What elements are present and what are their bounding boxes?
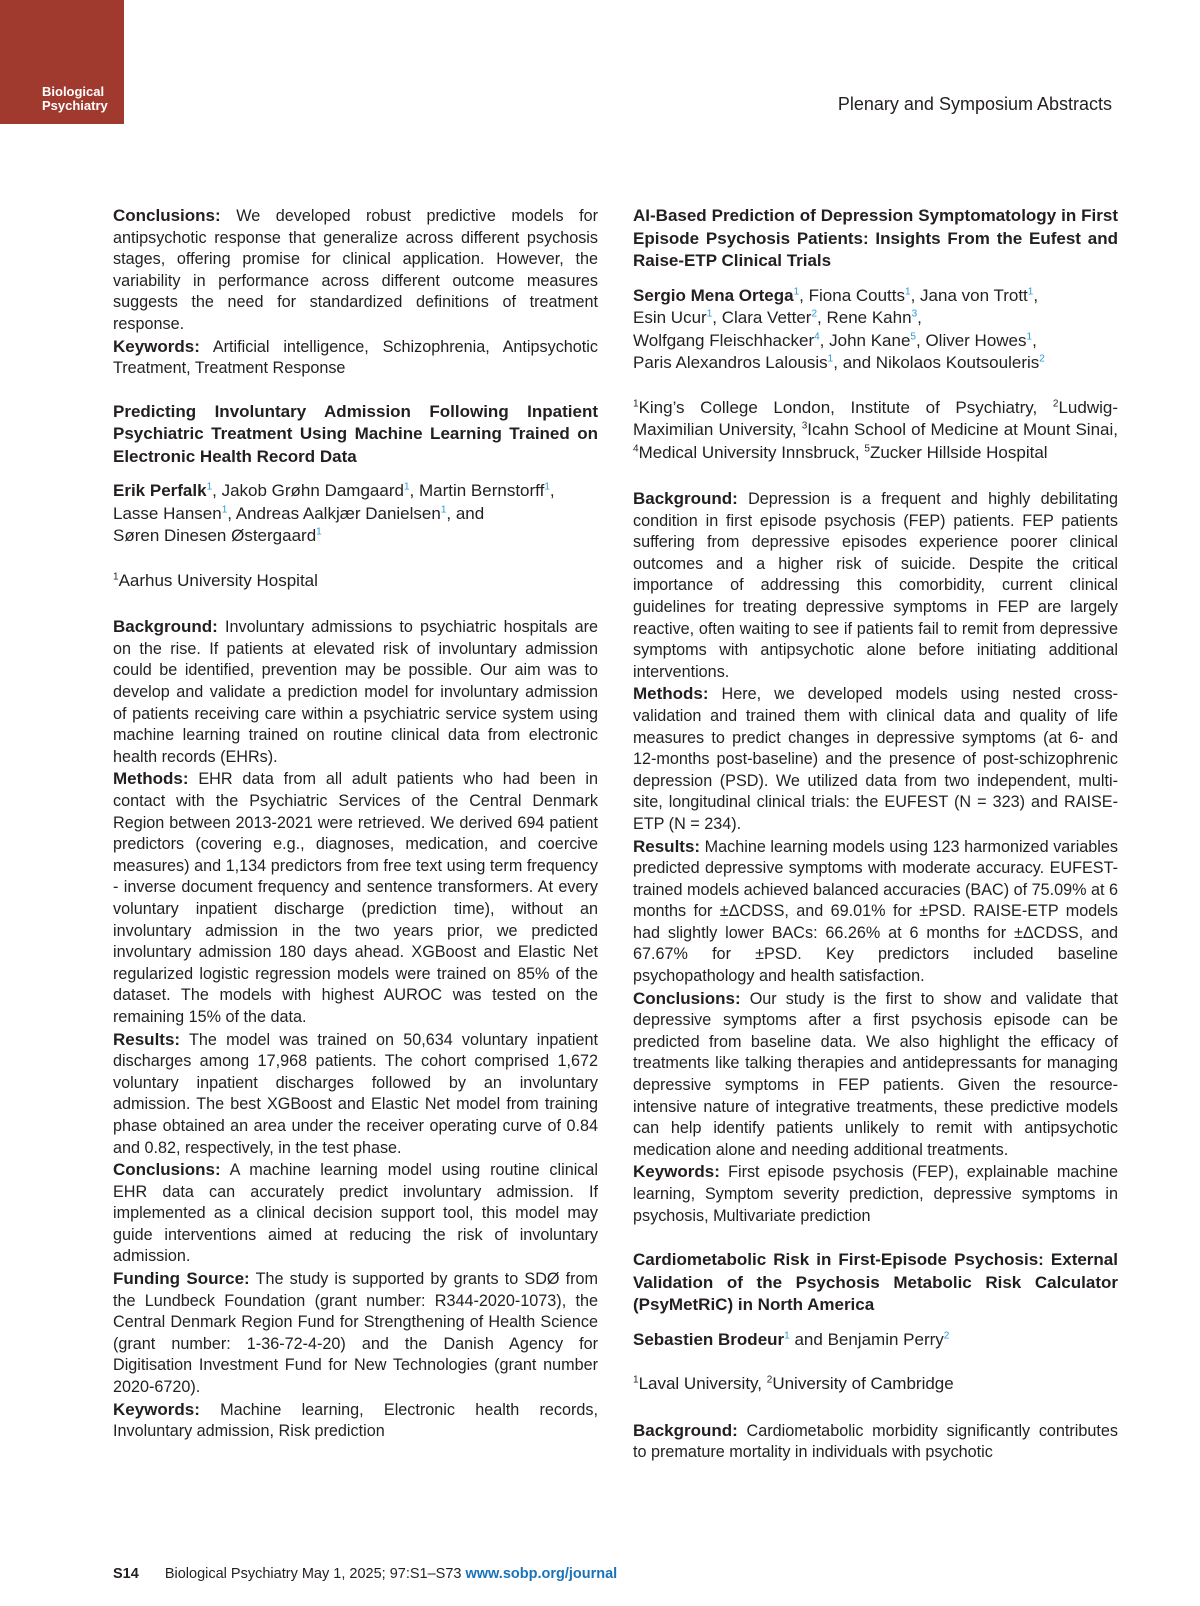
affiliations: $^1$Laval University, $^2$University of Cambridge — [633, 1374, 954, 1394]
article-title-cardiometabolic-risk: Cardiometabolic Risk in First-Episode Psychosis: External Validation of the Psychosis Metabolic Risk Calculator (PsyMetRiC) in North America — [633, 1250, 1118, 1315]
methods-section: Methods: EHR data from all adult patients who had been in contact with the Psychiatric Services of the Central Denmark Region between 2013-2021 were retrieved. We derived 694 patient predictors (covering e.g., diagnoses, medication, and coercive measures) and 1,134 predictors from free text using term frequency - inverse document frequency and sentence transformers. At every voluntary inpatient discharge (prediction time), without an involuntary admission in the two years prior, we predicted involuntary admission 180 days ahead. XGBoost and Elastic Net regularized logistic regression models were trained on 85% of the dataset. The models with highest AUROC was tested on the remaining 15% of the data. — [113, 769, 598, 1026]
author-list: Sergio Mena Ortega$^1$, Fiona Coutts$^1$, Jana von Trott$^1$, Esin Ucur$^1$, Clara Vetter$^2$, Rene Kahn$^3$, Wolfgang Fleischhacker$^4$, John Kane$^5$, Oliver Howes$^1$, Paris Alexandros Lalousis$^1$, and Nikolaos Koutsouleris$^2$ — [633, 285, 1045, 372]
background-section: Background: Involuntary admissions to psychiatric hospitals are on the rise. If patients at elevated risk of involuntary admission could be identified, prevention may be possible. Our aim was to develop and validate a prediction model for involuntary admission of patients receiving care within a psychiatric service system using machine learning trained on routine clinical data from electronic health records (EHRs). — [113, 617, 598, 766]
funding-section: Funding Source: The study is supported by grants to SDØ from the Lundbeck Foundation (grant number: R344-2020-1073), the Central Denmark Region Fund for Strengthening of Health Science (grant number: 1-36-72-4-20) and the Danish Agency for Digitisation Investment Fund for New Technologies (grant number 2020-6720). — [113, 1269, 599, 1397]
affiliations: $^1$King’s College London, Institute of Psychiatry, $^2$Ludwig-Maximilian University, $^3$Icahn School of Medicine at Mount Sinai, $^4$Medical University Innsbruck, $^5$Zucker Hillside Hospital — [633, 397, 1118, 462]
author-list: Sebastien Brodeur$^1$ and Benjamin Perry$^2$ — [633, 1329, 950, 1349]
author-list: Erik Perfalk$^1$, Jakob Grøhn Damgaard$^1$, Martin Bernstorff$^1$, Lasse Hansen$^1$, Andreas Aalkjær Danielsen$^1$, and Søren Dinesen Østergaard$^1$ — [113, 481, 555, 546]
left-column — [113, 205, 598, 1443]
results-section: Results: The model was trained on 50,634 voluntary inpatient discharges among 17,968 patients. The cohort comprised 1,672 voluntary inpatient discharges followed by an involuntary admission. The best XGBoost and Elastic Net model from training phase obtained an area under the receiver operating curve of 0.84 and 0.82, respectively, in the test phase. — [113, 1029, 598, 1157]
background-section: Background: Cardiometabolic morbidity significantly contributes to premature mortality in individuals with psychotic — [633, 1420, 1118, 1462]
prev-conclusions: Conclusions: We developed robust predictive models for antipsychotic response that generalize across different psychosis stages, offering promise for clinical application. However, the variability in performance across different outcome measures suggests the need for standardized definitions of treatment response. — [113, 206, 598, 333]
keywords-section: Keywords: First episode psychosis (FEP), explainable machine learning, Symptom severity prediction, depressive symptoms in psychosis, Multivariate prediction — [633, 1162, 1119, 1225]
journal-url-link[interactable]: www.sobp.org/journal — [465, 1566, 618, 1582]
logo-text-line2: Psychiatry — [42, 98, 108, 113]
page-footer — [113, 1566, 617, 1582]
running-head: Plenary and Symposium Abstracts — [837, 94, 1112, 114]
background-section: Background: Depression is a frequent and highly debilitating condition in first episode psychosis (FEP) patients. FEP patients suffering from depressive episodes experience poorer clinical outcomes and a higher risk of suicide. Despite the critical importance of addressing this comorbidity, current clinical guidelines for treating depressive symptoms in FEP are largely reactive, often waiting to see if patients fail to remit from depressive symptoms with antipsychotic alone before initiating additional interventions. — [633, 489, 1119, 681]
results-section: Results: Machine learning models using 123 harmonized variables predicted depressive symptoms with moderate accuracy. EUFEST-trained models achieved balanced accuracies (BAC) of 75.09% at 6 months for ±ΔCDSS, and 69.01% for ±PSD. RAISE-ETP models had slightly lower BACs: 66.26% at 6 months for ±ΔCDSS, and 67.67% for ±PSD. Key predictors included baseline psychopathology and health satisfaction. — [633, 836, 1119, 986]
journal-citation: Biological Psychiatry May 1, 2025; 97:S1–S73 — [164, 1566, 462, 1582]
article-title-depression-fep: AI-Based Prediction of Depression Symptomatology in First Episode Psychosis Patients: Insights From the Eufest and Raise-ETP Clinical Trials — [633, 206, 1118, 270]
right-column — [633, 205, 1118, 1464]
logo-text-line1: Biological — [42, 84, 105, 99]
page-number: S14 — [113, 1566, 139, 1582]
article-title-involuntary-admission: Predicting Involuntary Admission Following Inpatient Psychiatric Treatment Using Machine Learning Trained on Electronic Health Record Data — [113, 401, 598, 466]
conclusions-section: Conclusions: A machine learning model using routine clinical EHR data can accurately predict involuntary admission. If implemented as a clinical decision support tool, this model may guide interventions aimed at reducing the risk of involuntary admission. — [113, 1160, 598, 1266]
conclusions-section: Conclusions: Our study is the first to show and validate that depressive symptoms after a first psychosis episode can be predicted from baseline data. We also highlight the efficacy of treatments like talking therapies and antidepressants for managing depressive symptoms in FEP patients. Given the resource-intensive nature of integrative treatments, these predictive models can help identify patients unlikely to remit with antipsychotic medication alone and needing additional treatments. — [633, 988, 1118, 1159]
methods-section: Methods: Here, we developed models using nested cross-validation and trained them with clinical data and quality of life measures to predict changes in depressive symptoms (at 6- and 12-months post-baseline) and the presence of post-schizophrenic depression (PSD). We utilized data from two independent, multi-site, longitudinal clinical trials: the EUFEST (N = 323) and RAISE-ETP (N = 234). — [633, 684, 1118, 833]
journal-logo — [0, 0, 124, 124]
keywords-section: Keywords: Machine learning, Electronic health records, Involuntary admission, Risk prediction — [113, 1399, 599, 1441]
affiliations: $^1$Aarhus University Hospital — [113, 570, 318, 590]
prev-keywords: Keywords: Artificial intelligence, Schizophrenia, Antipsychotic Treatment, Treatment Response — [113, 336, 598, 378]
